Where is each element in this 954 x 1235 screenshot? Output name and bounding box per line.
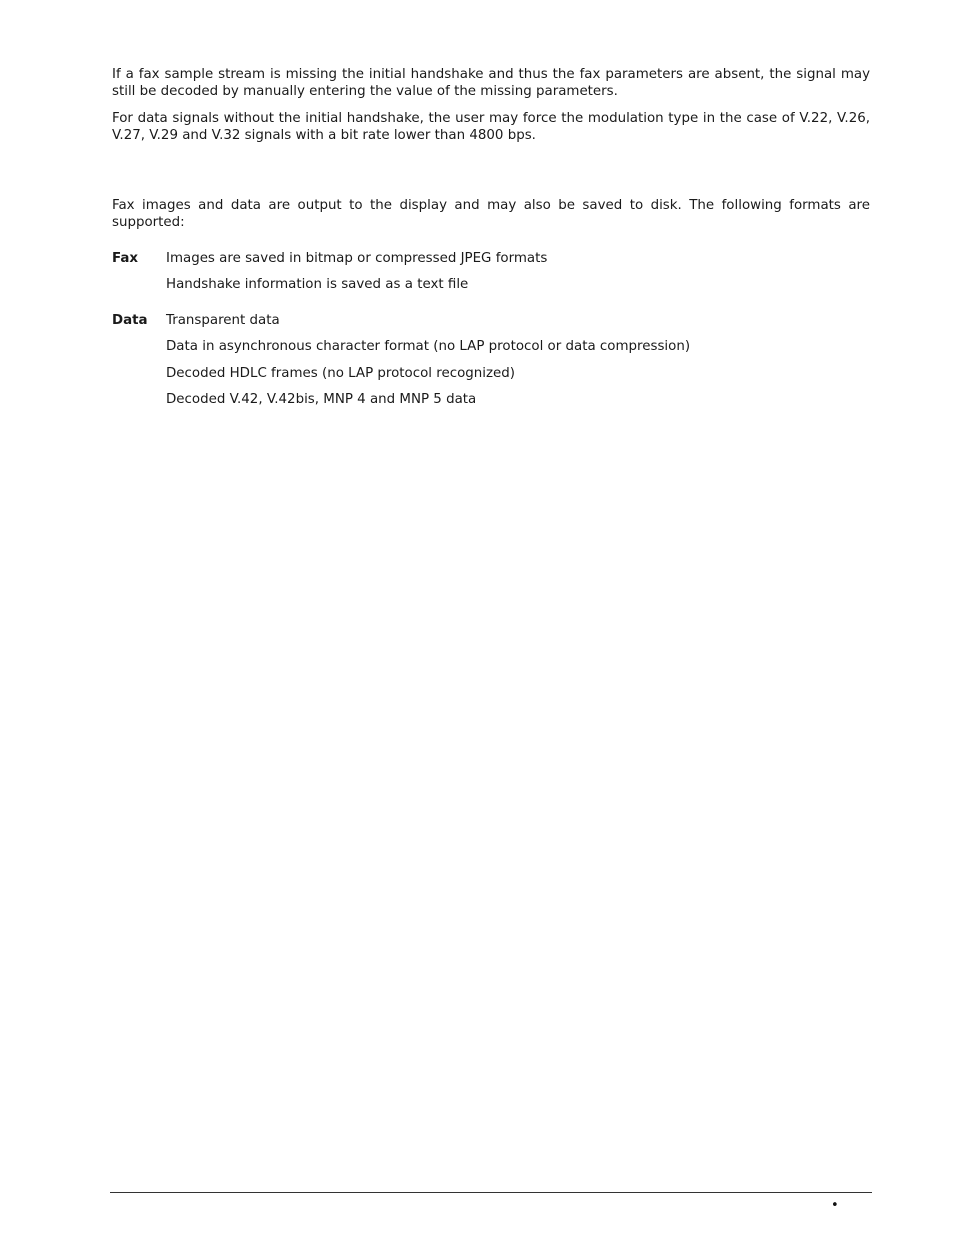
data-format-line: Decoded V.42, V.42bis, MNP 4 and MNP 5 data (166, 392, 477, 407)
paragraph-data-signals-modulation: For data signals without the initial handshake, the user may force the modulation type in the case of V.22, V.26, V.27, V.29 and V.32 signals with a bit rate lower than 4800 bps. (112, 111, 870, 143)
format-term-fax: Fax (112, 251, 139, 266)
data-format-line: Transparent data (166, 313, 280, 328)
footer-divider (110, 1192, 872, 1193)
fax-format-line: Images are saved in bitmap or compressed JPEG formats (166, 251, 548, 266)
footer-bullet: • (831, 1198, 839, 1213)
data-format-line: Data in asynchronous character format (no LAP protocol or data compression) (166, 339, 691, 354)
fax-format-line: Handshake information is saved as a text file (166, 277, 469, 292)
data-format-line: Decoded HDLC frames (no LAP protocol recognized) (166, 366, 515, 381)
paragraph-output-formats-intro: Fax images and data are output to the display and may also be saved to disk. The following formats are supported: (112, 198, 870, 230)
format-term-data: Data (112, 313, 148, 328)
paragraph-missing-handshake-fax: If a fax sample stream is missing the initial handshake and thus the fax parameters are absent, the signal may still be decoded by manually entering the value of the missing parameters. (112, 67, 870, 99)
